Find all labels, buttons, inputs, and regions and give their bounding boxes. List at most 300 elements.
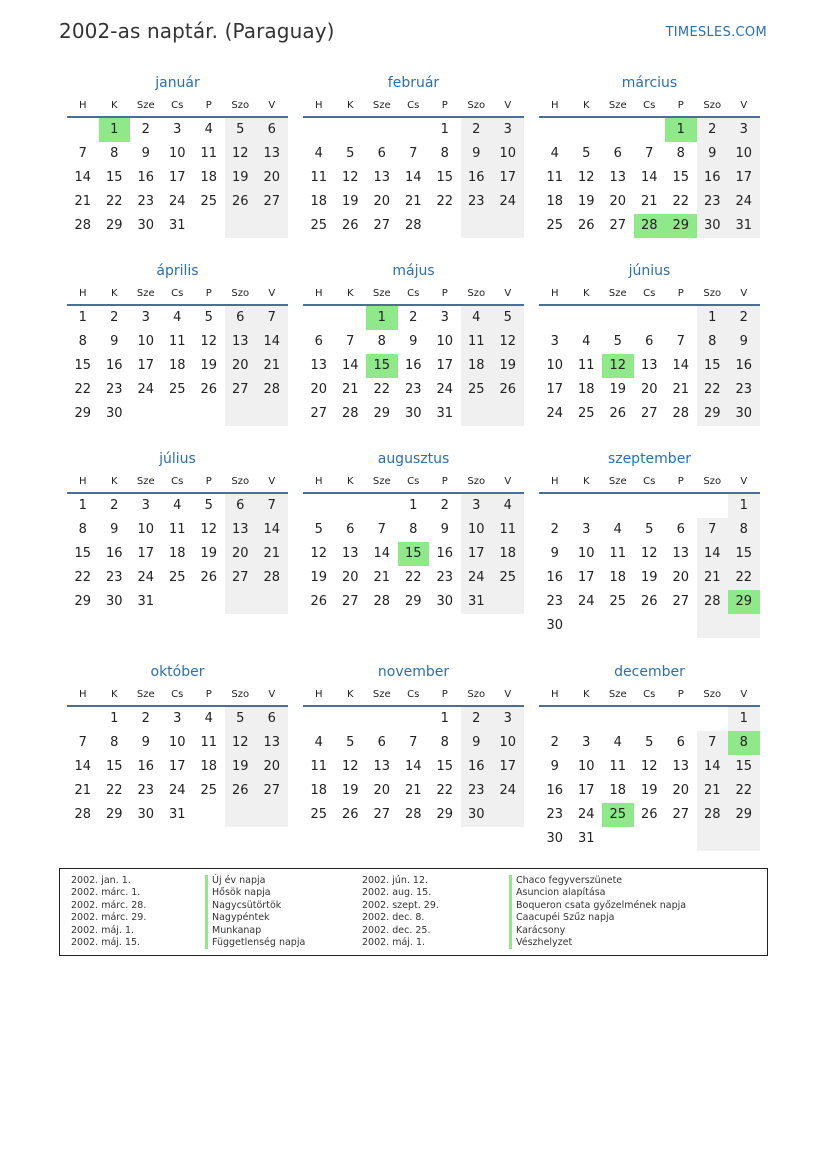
day-cell: 17 [492,166,524,190]
empty-cell [634,707,666,731]
day-cell: 6 [377,735,386,750]
weekday-label: K [346,476,354,487]
day-cell: 28 [256,566,288,590]
empty-cell [602,118,634,142]
month-calendar [303,448,524,661]
empty-cell [634,306,666,330]
weekday-label: Szo [467,476,486,487]
day-cell: 16 [137,170,155,185]
day-cell: 8 [78,334,87,349]
day-cell: 20 [256,166,288,190]
day-cell: 11 [168,522,186,537]
week-row [67,378,288,402]
weekday-label: Cs [643,689,656,700]
day-cell: 15 [74,546,92,561]
empty-cell [461,214,493,238]
day-cell: 21 [640,194,658,209]
legend-date: 2002. márc. 29. [71,912,147,924]
month-calendar [539,260,760,448]
day-cell: 24 [168,194,186,209]
legend-date: 2002. aug. 15. [362,887,432,899]
legend-date: 2002. máj. 1. [71,924,135,936]
day-cell: 22 [74,570,92,585]
week-row [539,402,760,426]
day-cell: 20 [256,755,288,779]
day-cell: 22 [728,779,760,803]
day-cell: 28 [634,214,666,238]
week-row [539,827,760,851]
day-cell: 18 [492,542,524,566]
weekday-label: Sze [372,288,391,299]
day-cell: 17 [436,358,454,373]
empty-cell [256,402,288,426]
day-cell: 8 [110,146,119,161]
weekday-label: Sze [136,288,155,299]
day-cell: 20 [672,783,690,798]
week-row [539,707,760,731]
day-cell: 2 [409,310,418,325]
day-cell: 23 [461,779,493,803]
day-cell: 26 [200,382,218,397]
day-cell: 28 [341,406,359,421]
day-cell: 18 [577,382,595,397]
day-cell: 29 [728,803,760,827]
day-cell: 9 [461,731,493,755]
weekday-label: K [346,689,354,700]
empty-cell [303,707,335,731]
weekday-label: Sze [608,476,627,487]
page-title: 2002-as naptár. (Paraguay) [59,19,335,43]
day-cell: 12 [640,546,658,561]
weekday-label: Cs [171,476,184,487]
week-row [67,118,288,142]
day-cell: 24 [492,190,524,214]
day-cell: 15 [74,358,92,373]
day-cell: 9 [461,142,493,166]
weekday-label: H [550,476,559,487]
weekday-label: Szo [703,689,722,700]
weekday-label: Cs [171,100,184,111]
weekday-header [303,470,524,494]
day-cell: 23 [697,190,729,214]
day-cell: 14 [256,518,288,542]
day-cell: 15 [697,354,729,378]
empty-cell [461,402,493,426]
day-cell: 24 [546,406,564,421]
day-cell: 29 [373,406,391,421]
day-cell: 23 [105,570,123,585]
weekday-label: P [205,476,212,487]
week-row [303,142,524,166]
weekday-label: Sze [372,100,391,111]
day-cell: 15 [105,759,123,774]
day-cell: 29 [728,590,760,614]
day-cell: 24 [492,779,524,803]
day-cell: 27 [640,406,658,421]
day-cell: 13 [373,170,391,185]
weekday-label: Cs [407,476,420,487]
day-cell: 1 [366,306,398,330]
weekday-label: Cs [407,100,420,111]
day-cell: 2 [440,498,449,513]
day-cell: 18 [168,358,186,373]
weekday-label: Cs [171,288,184,299]
day-cell: 6 [346,522,355,537]
day-cell: 2 [550,735,559,750]
day-cell: 14 [74,759,92,774]
day-cell: 27 [310,406,328,421]
day-cell: 18 [168,546,186,561]
day-cell: 28 [404,807,422,822]
day-cell: 18 [461,354,493,378]
day-cell: 13 [672,546,690,561]
day-cell: 4 [461,306,493,330]
week-row [67,590,288,614]
month-calendar [303,260,524,448]
weekday-label: K [582,288,590,299]
day-cell: 24 [577,807,595,822]
week-row [303,542,524,566]
empty-cell [697,707,729,731]
empty-cell [67,118,99,142]
day-cell: 17 [168,170,186,185]
day-cell: 3 [173,711,182,726]
day-cell: 27 [225,566,257,590]
day-cell: 2 [461,707,493,731]
day-cell: 26 [225,779,257,803]
weekday-label: Cs [643,476,656,487]
month-calendar [67,661,288,874]
legend-date: 2002. dec. 25. [362,924,431,936]
week-row [539,190,760,214]
day-cell: 16 [404,358,422,373]
day-cell: 12 [640,759,658,774]
weekday-label: V [268,476,276,487]
day-cell: 7 [78,735,87,750]
day-cell: 2 [110,498,119,513]
day-cell: 20 [640,382,658,397]
weekday-header [67,282,288,306]
month-calendar [303,661,524,874]
day-cell: 29 [697,402,729,426]
day-cell: 9 [110,334,119,349]
weekday-label: V [268,288,276,299]
day-cell: 6 [613,146,622,161]
day-cell: 19 [640,783,658,798]
day-cell: 23 [461,190,493,214]
day-cell: 18 [609,783,627,798]
week-row [539,518,760,542]
month-calendar [67,448,288,661]
day-cell: 4 [314,146,323,161]
empty-cell [697,827,729,851]
day-cell: 22 [672,194,690,209]
empty-cell [728,614,760,638]
weekday-label: K [582,476,590,487]
day-cell: 7 [78,146,87,161]
empty-cell [634,494,666,518]
week-row [67,518,288,542]
empty-cell [335,707,367,731]
day-cell: 11 [577,358,595,373]
day-cell: 20 [225,354,257,378]
empty-cell [492,214,524,238]
day-cell: 6 [256,118,288,142]
day-cell: 2 [141,122,150,137]
day-cell: 7 [256,494,288,518]
empty-cell [602,494,634,518]
day-cell: 3 [492,118,524,142]
day-cell: 11 [310,170,328,185]
day-cell: 24 [577,594,595,609]
day-cell: 4 [173,498,182,513]
empty-cell [162,402,194,426]
day-cell: 10 [436,334,454,349]
month-calendar [539,72,760,260]
day-cell: 2 [461,118,493,142]
day-cell: 8 [676,146,685,161]
legend-holiday-name: Függetlenség napja [205,937,305,949]
weekday-label: Szo [703,288,722,299]
week-row [539,378,760,402]
empty-cell [571,494,603,518]
weekday-label: V [740,100,748,111]
day-cell: 25 [602,803,634,827]
day-cell: 29 [436,807,454,822]
day-cell: 15 [105,170,123,185]
day-cell: 27 [256,190,288,214]
day-cell: 11 [200,146,218,161]
week-row [67,566,288,590]
weekday-label: P [441,689,448,700]
day-cell: 16 [436,546,454,561]
day-cell: 14 [640,170,658,185]
day-cell: 27 [225,378,257,402]
legend-date: 2002. márc. 1. [71,887,141,899]
week-row [303,330,524,354]
empty-cell [335,494,367,518]
day-cell: 20 [373,194,391,209]
weekday-label: P [441,288,448,299]
month-calendar [539,661,760,874]
weekday-label: Cs [643,100,656,111]
day-cell: 16 [697,166,729,190]
day-cell: 11 [461,330,493,354]
day-cell: 6 [676,522,685,537]
day-cell: 8 [697,330,729,354]
day-cell: 1 [440,711,449,726]
month-calendar [67,260,288,448]
day-cell: 21 [256,542,288,566]
day-cell: 1 [440,122,449,137]
day-cell: 11 [168,334,186,349]
empty-cell [256,590,288,614]
day-cell: 6 [676,735,685,750]
day-cell: 26 [577,218,595,233]
day-cell: 31 [436,406,454,421]
week-row [67,494,288,518]
day-cell: 22 [373,382,391,397]
week-row [67,354,288,378]
day-cell: 14 [697,542,729,566]
empty-cell [571,707,603,731]
months-grid [67,72,761,874]
day-cell: 21 [256,354,288,378]
day-cell: 30 [404,406,422,421]
day-cell: 28 [373,594,391,609]
empty-cell [728,827,760,851]
day-cell: 9 [550,759,559,774]
legend-holiday-name: Munkanap [205,925,305,937]
day-cell: 11 [546,170,564,185]
weekday-label: P [205,689,212,700]
empty-cell [398,707,430,731]
day-cell: 13 [225,330,257,354]
day-cell: 15 [366,354,398,378]
day-cell: 30 [105,406,123,421]
empty-cell [193,402,225,426]
week-row [303,118,524,142]
week-row [539,803,760,827]
week-row [303,378,524,402]
day-cell: 17 [137,358,155,373]
week-row [539,494,760,518]
day-cell: 19 [225,755,257,779]
day-cell: 24 [436,382,454,397]
day-cell: 12 [602,354,634,378]
empty-cell [335,118,367,142]
day-cell: 13 [672,759,690,774]
weekday-label: V [504,689,512,700]
legend-date: 2002. jan. 1. [71,875,131,886]
day-cell: 10 [577,759,595,774]
day-cell: 31 [577,831,595,846]
day-cell: 22 [404,570,422,585]
day-cell: 12 [200,522,218,537]
day-cell: 21 [74,194,92,209]
weekday-label: H [314,689,323,700]
legend-holiday-name: Vészhelyzet [509,937,686,949]
day-cell: 10 [492,142,524,166]
weekday-label: H [550,100,559,111]
brand-link[interactable]: TIMESLES.COM [665,25,767,40]
day-cell: 6 [377,146,386,161]
day-cell: 11 [609,546,627,561]
weekday-label: K [110,100,118,111]
month-name: február [387,75,440,91]
day-cell: 18 [310,783,328,798]
empty-cell [665,494,697,518]
empty-cell [193,803,225,827]
weekday-label: H [78,476,87,487]
weekday-label: Szo [231,689,250,700]
day-cell: 17 [168,759,186,774]
empty-cell [602,306,634,330]
month-calendar [67,72,288,260]
day-cell: 14 [404,170,422,185]
legend-holiday-name: Hősök napja [205,887,305,899]
day-cell: 23 [546,594,564,609]
holiday-legend [59,868,768,956]
day-cell: 28 [697,803,729,827]
day-cell: 15 [436,759,454,774]
day-cell: 27 [256,779,288,803]
day-cell: 9 [141,146,150,161]
empty-cell [665,614,697,638]
empty-cell [697,614,729,638]
empty-cell [256,214,288,238]
day-cell: 12 [200,334,218,349]
day-cell: 3 [461,494,493,518]
day-cell: 4 [314,735,323,750]
day-cell: 15 [436,170,454,185]
day-cell: 23 [105,382,123,397]
legend-dates-right [362,875,439,949]
weekday-label: Sze [372,476,391,487]
week-row [539,590,760,614]
weekday-label: V [740,476,748,487]
day-cell: 14 [256,330,288,354]
day-cell: 14 [373,546,391,561]
day-cell: 25 [168,570,186,585]
day-cell: 25 [310,218,328,233]
legend-date: 2002. máj. 15. [71,936,141,948]
day-cell: 7 [676,334,685,349]
month-calendar [303,72,524,260]
day-cell: 18 [200,759,218,774]
weekday-label: K [582,689,590,700]
weekday-label: V [504,476,512,487]
week-row [539,566,760,590]
day-cell: 3 [173,122,182,137]
weekday-label: Szo [231,288,250,299]
day-cell: 30 [105,594,123,609]
empty-cell [492,590,524,614]
empty-cell [335,306,367,330]
weekday-label: H [314,100,323,111]
empty-cell [539,118,571,142]
weekday-label: V [740,288,748,299]
week-row [303,518,524,542]
day-cell: 23 [436,570,454,585]
day-cell: 20 [310,382,328,397]
month-name: március [621,75,678,91]
day-cell: 8 [728,731,760,755]
weekday-label: Szo [467,288,486,299]
day-cell: 18 [310,194,328,209]
weekday-label: Sze [136,689,155,700]
day-cell: 17 [728,166,760,190]
week-row [303,755,524,779]
weekday-label: P [441,100,448,111]
empty-cell [539,306,571,330]
day-cell: 7 [409,735,418,750]
day-cell: 11 [609,759,627,774]
day-cell: 9 [440,522,449,537]
day-cell: 22 [436,194,454,209]
day-cell: 2 [697,118,729,142]
week-row [539,354,760,378]
legend-date: 2002. máj. 1. [362,936,426,948]
day-cell: 21 [74,783,92,798]
month-name: november [377,664,450,680]
day-cell: 23 [404,382,422,397]
day-cell: 19 [341,194,359,209]
week-row [539,779,760,803]
day-cell: 6 [256,707,288,731]
weekday-label: K [110,476,118,487]
weekday-label: Cs [407,288,420,299]
